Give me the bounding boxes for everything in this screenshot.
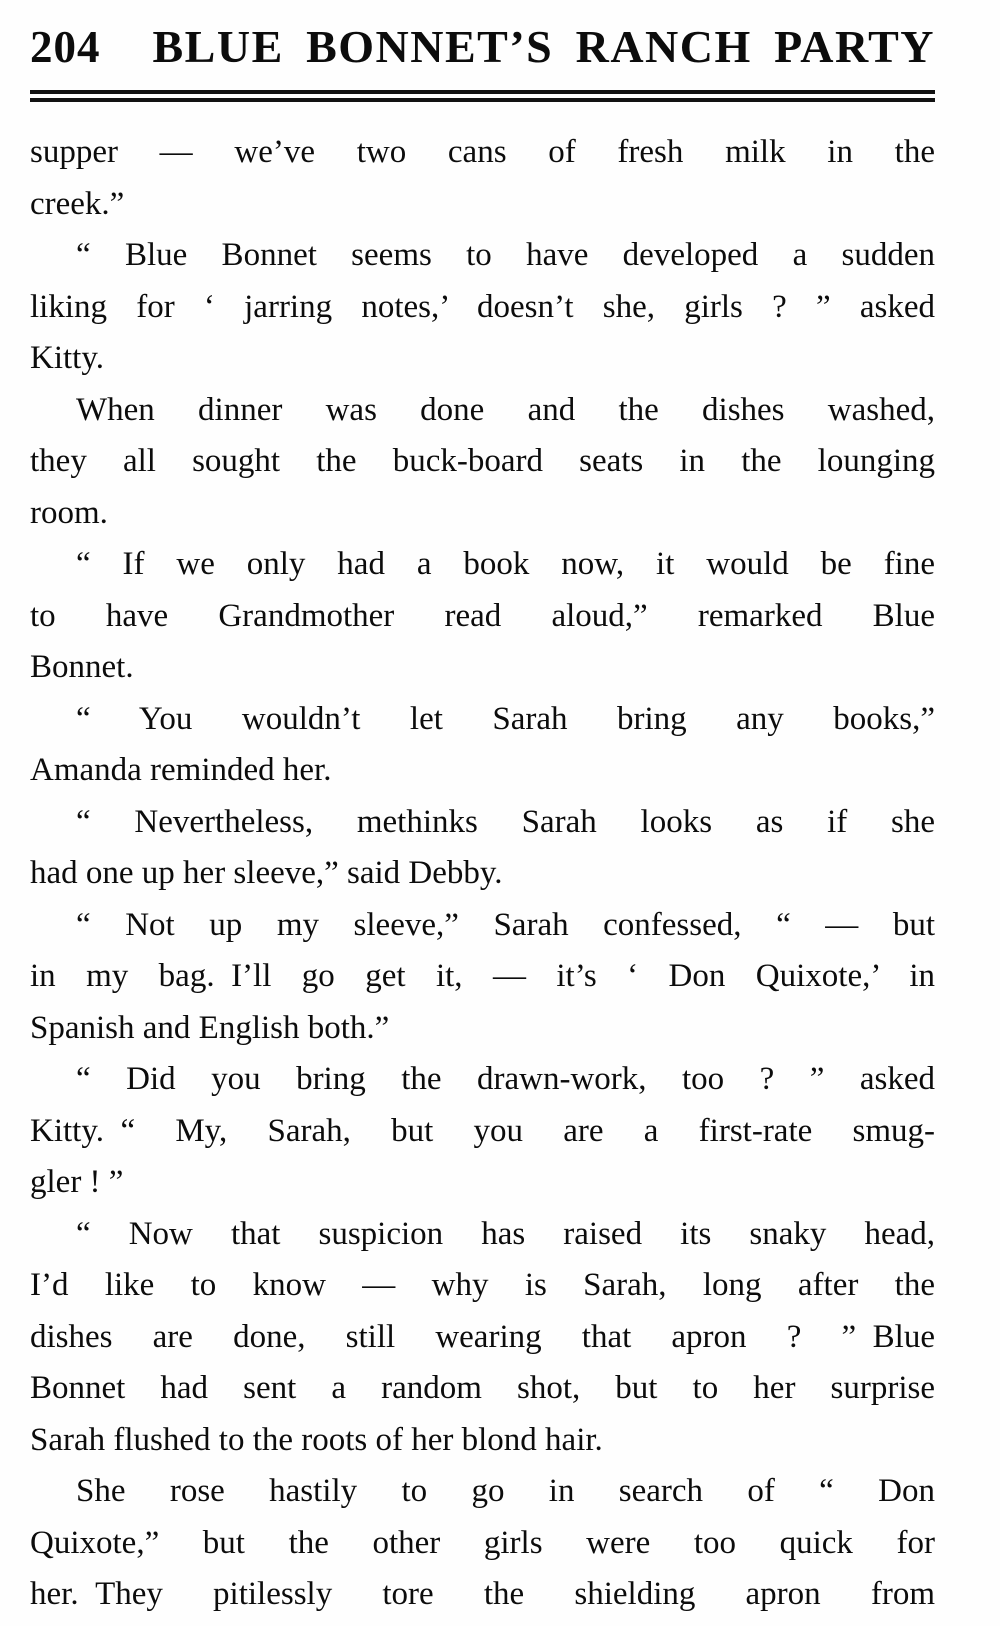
text-line: room. — [30, 494, 108, 531]
text-line: When dinner was done and the dishes washed, — [76, 391, 935, 428]
page-body — [30, 127, 935, 1621]
text-line: her. They pitilessly tore the shielding apron from — [30, 1576, 935, 1612]
text-line: “ Did you bring the drawn-work, too ? ” asked — [76, 1061, 935, 1097]
text-line: I’d like to know — why is Sarah, long after the — [30, 1267, 935, 1303]
page-header — [30, 20, 935, 73]
page-number: 204 — [30, 22, 101, 72]
text-line: “ Nevertheless, methinks Sarah looks as if she — [76, 803, 935, 840]
text-line: supper — we’ve two cans of fresh milk in the — [30, 134, 935, 170]
paragraph — [30, 900, 935, 1055]
text-line: Amanda reminded her. — [30, 752, 332, 788]
text-line: creek.” — [30, 185, 125, 222]
text-line: “ Now that suspicion has raised its snaky head, — [76, 1215, 935, 1252]
text-line: Kitty. “ My, Sarah, but you are a first-rate smug- — [30, 1112, 935, 1149]
text-line: Sarah flushed to the roots of her blond hair. — [30, 1421, 603, 1458]
text-line: “ Not up my sleeve,” Sarah confessed, “ — but — [76, 906, 935, 943]
paragraph — [30, 1466, 935, 1621]
paragraph — [30, 539, 935, 694]
text-line: Quixote,” but the other girls were too quick for — [30, 1524, 935, 1561]
running-title: BLUE BONNET’S RANCH PARTY — [152, 21, 935, 72]
text-line: to have Grandmother read aloud,” remarked Blue — [30, 597, 935, 634]
text-line: in my bag. I’ll go get it, — it’s ‘ Don Quixote,’ in — [30, 958, 935, 994]
text-line: liking for ‘ jarring notes,’ doesn’t she, girls ? ” asked — [30, 288, 935, 325]
text-line: Kitty. — [30, 340, 104, 376]
paragraph — [30, 797, 935, 900]
text-line: She rose hastily to go in search of “ Don — [76, 1473, 935, 1509]
text-line: they all sought the buck-board seats in the lounging — [30, 443, 935, 479]
text-line: Bonnet had sent a random shot, but to her surprise — [30, 1370, 935, 1406]
text-line: Bonnet. — [30, 649, 134, 685]
text-line: “ If we only had a book now, it would be fine — [76, 546, 935, 582]
paragraph — [30, 1209, 935, 1467]
paragraph — [30, 1054, 935, 1209]
text-line: dishes are done, still wearing that apron ? ” Blue — [30, 1318, 935, 1355]
text-line: “ Blue Bonnet seems to have developed a sudden — [76, 237, 935, 273]
paragraph — [30, 694, 935, 797]
paragraph — [30, 230, 935, 385]
paragraph — [30, 385, 935, 540]
header-rule — [30, 90, 935, 102]
paragraph — [30, 127, 935, 230]
text-line: gler ! ” — [30, 1164, 124, 1200]
text-line: Spanish and English both.” — [30, 1009, 390, 1046]
text-line: “ You wouldn’t let Sarah bring any books,” — [76, 700, 935, 737]
text-line: had one up her sleeve,” said Debby. — [30, 855, 503, 891]
